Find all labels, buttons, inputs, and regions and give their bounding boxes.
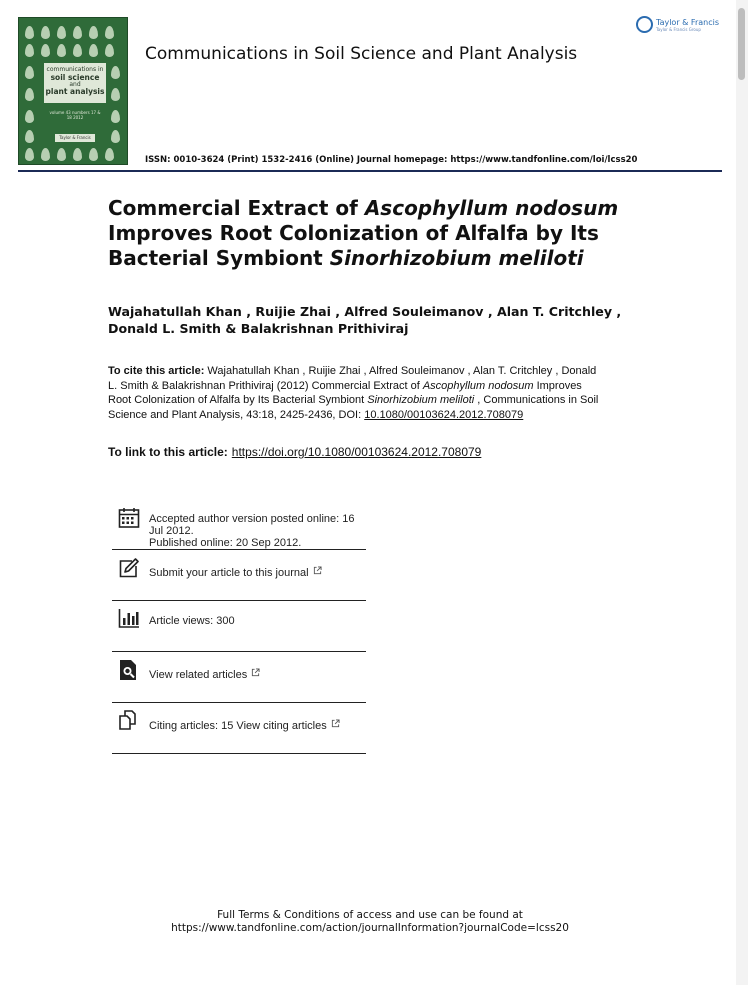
issn-line: ISSN: 0010-3624 (Print) 1532-2416 (Online) Journal homepage: https://www.tandfonline.com/loi/lcss20: [145, 155, 638, 165]
citing-articles-link[interactable]: Citing articles: 15 View citing articles: [149, 720, 327, 732]
scrollbar-thumb[interactable]: [738, 8, 745, 80]
citation-icon: [118, 709, 140, 731]
scrollbar[interactable]: [736, 0, 748, 985]
citation-doi-link[interactable]: 10.1080/00103624.2012.708079: [364, 408, 524, 421]
article-authors: Wajahatullah Khan , Ruijie Zhai , Alfred Souleimanov , Alan T. Critchley , Donald L. Smith & Balakrishnan Prithiviraj: [108, 304, 622, 336]
related-articles-item[interactable]: [112, 657, 366, 697]
bar-chart-icon: [118, 607, 140, 629]
citation-italic1: Ascophyllum nodosum: [422, 379, 534, 392]
meta-divider: [112, 549, 366, 550]
citation-label: To cite this article:: [108, 365, 205, 377]
document-search-icon: [118, 659, 140, 681]
citation-italic2: Sinorhizobium meliloti: [367, 394, 475, 406]
citation-text1: Wajahatullah Khan , Ruijie Zhai , Alfred Souleimanov , Alan T. Critchley , Donald L. Smith & Balakrishnan Prithiviraj (2012) Commercial Extract of: [108, 365, 597, 392]
external-link-icon: [251, 668, 260, 677]
article-doi-link[interactable]: https://doi.org/10.1080/00103624.2012.708079: [231, 445, 482, 459]
submit-article-link[interactable]: Submit your article to this journal: [149, 567, 309, 579]
journal-title: Communications in Soil Science and Plant Analysis: [145, 44, 578, 64]
cover-publisher: Taylor & Francis: [55, 134, 95, 142]
citing-articles-item[interactable]: [112, 708, 366, 748]
accepted-date: Accepted author version posted online: 16 Jul 2012.: [149, 513, 355, 537]
meta-divider: [112, 702, 366, 703]
external-link-icon: [313, 566, 322, 575]
journal-cover-image: [18, 17, 128, 165]
title-italic1: Ascophyllum nodosum: [364, 196, 619, 220]
publisher-logo-icon: [636, 16, 653, 33]
cover-line4: plant analysis: [45, 87, 105, 96]
footer-terms-link[interactable]: https://www.tandfonline.com/action/journalInformation?journalCode=lcss20: [171, 922, 569, 934]
footer-line1: Full Terms & Conditions of access and use can be found at: [217, 909, 523, 921]
submit-article-item[interactable]: [112, 556, 366, 596]
view-related-link[interactable]: View related articles: [149, 669, 248, 681]
citation-block: [108, 364, 608, 422]
publisher-tagline: Taylor & Francis Group: [656, 26, 701, 32]
cover-line1: communications in: [46, 66, 104, 73]
title-italic2: Sinorhizobium meliloti: [329, 246, 584, 270]
publication-dates: [112, 507, 366, 547]
publisher-name: Taylor & Francis: [656, 17, 719, 27]
calendar-icon: [118, 507, 140, 529]
published-date: Published online: 20 Sep 2012.: [149, 537, 302, 549]
title-part1: Commercial Extract of: [108, 196, 365, 220]
article-title: [108, 196, 648, 271]
edit-icon: [118, 557, 140, 579]
meta-divider: [112, 600, 366, 601]
cover-line3: and: [69, 80, 81, 88]
cover-line2: soil science: [50, 72, 100, 82]
citation-text2: Improves Root Colonization of Alfalfa by Its Bacterial Symbiont: [108, 379, 582, 406]
meta-divider: [112, 753, 366, 754]
article-views: Article views: 300: [149, 615, 235, 627]
cover-title-block: [44, 63, 106, 103]
cover-volume: volume 43 numbers 17 & 18 2012: [49, 110, 101, 120]
article-link-line: [108, 445, 481, 459]
link-label: To link to this article:: [108, 445, 228, 459]
citation-text3: , Communications in Soil Science and Plant Analysis, 43:18, 2425-2436, DOI:: [108, 394, 599, 421]
article-views-item: [112, 606, 366, 646]
title-part2: Improves Root Colonization of Alfalfa by Its Bacterial Symbiont: [108, 221, 599, 270]
external-link-icon: [331, 719, 340, 728]
footer-terms: [120, 909, 620, 935]
publisher-logo[interactable]: [636, 16, 719, 33]
header-divider: [18, 170, 722, 172]
meta-divider: [112, 651, 366, 652]
